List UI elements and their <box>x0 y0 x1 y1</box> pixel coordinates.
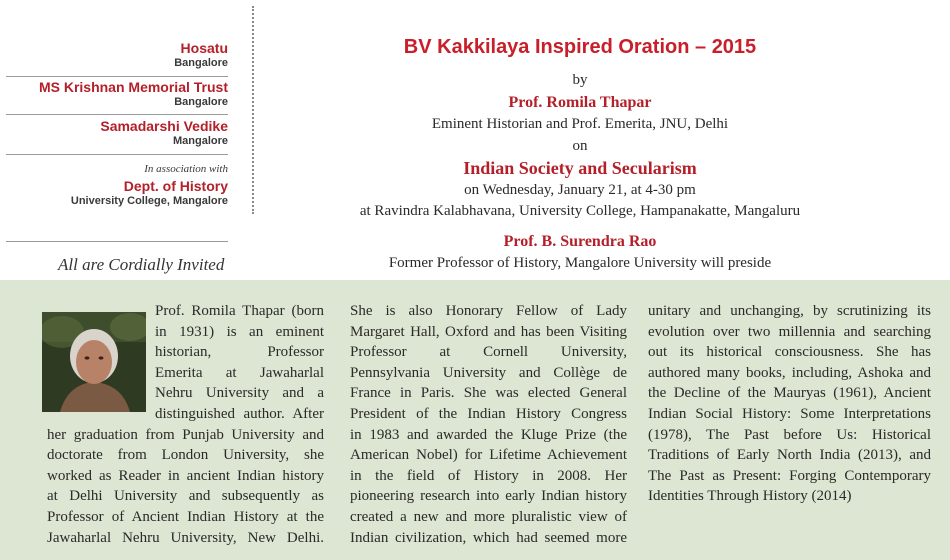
bio-line: historian, Professor <box>155 344 324 361</box>
speaker-description: Eminent Historian and Prof. Emerita, JNU, Delhi <box>431 116 729 132</box>
bio-column-1 <box>155 301 324 425</box>
bio-line: The Past as Present: Forging Contemporary <box>648 467 931 484</box>
bio-line: Pennsylvania University and Collège de <box>350 364 627 381</box>
divider <box>6 154 228 155</box>
bio-line: in 1931) is an eminent <box>155 323 324 340</box>
bio-column-1-cont <box>47 425 324 549</box>
bio-line: Professor of Ancient Indian History at the <box>47 508 324 525</box>
organizer-ms-krishnan <box>39 79 228 109</box>
bio-line: (1978), The Past before Us: Historical <box>648 426 931 443</box>
bio-line: doctorate from London University, she <box>47 447 324 464</box>
bio-line: Indian Social History: Some Interpretations <box>648 405 931 422</box>
organizer-city: Bangalore <box>174 57 228 69</box>
bio-line: distinguished author. After <box>155 405 324 422</box>
bio-line: created a new and more pluralistic view of <box>350 508 627 525</box>
organizer-samadarshi <box>100 118 228 148</box>
bio-line: Nehru University and a <box>155 385 324 402</box>
speaker-name: Prof. Romila Thapar <box>508 94 652 111</box>
divider <box>6 241 228 242</box>
bio-line: her graduation from Punjab University and <box>47 426 324 443</box>
bio-line: Indian civilization, which had seemed more <box>350 529 627 546</box>
bio-line: Margaret Hall, Oxford and has been Visiting <box>350 323 627 340</box>
organizer-hosatu <box>174 40 228 70</box>
invitation-text: All are Cordially Invited <box>58 255 225 274</box>
organizer-name: Hosatu <box>180 40 228 56</box>
association-label: In association with <box>144 163 228 175</box>
organizer-dept-history <box>71 178 228 208</box>
bio-line: American Nobel) for Lifetime Achievement <box>350 447 627 464</box>
vertical-divider <box>252 6 254 214</box>
organizer-city: Bangalore <box>174 96 228 108</box>
chair-description: Former Professor of History, Mangalore University will preside <box>388 255 772 271</box>
bio-line: She is also Honorary Fellow of Lady <box>350 303 627 319</box>
bio-line: the Decline of the Mauryas (1961), Ancient <box>648 385 931 402</box>
chair-name: Prof. B. Surendra Rao <box>503 233 657 250</box>
bio-line: Identities Through History (2014) <box>648 488 852 505</box>
organizer-name: MS Krishnan Memorial Trust <box>38 79 228 95</box>
bio-line: unitary and unchanging, by scrutinizing its <box>648 303 931 319</box>
bio-line: authored many books, including, Ashoka and <box>648 364 931 381</box>
by-label: by <box>572 72 588 88</box>
speaker-photo <box>42 312 146 412</box>
on-label: on <box>572 138 588 154</box>
organizer-city: University College, Mangalore <box>70 195 228 207</box>
bio-line: France in Paris. She was elected General <box>350 385 627 402</box>
organizer-city: Mangalore <box>172 135 228 147</box>
topic-title: Indian Society and Secularism <box>463 158 697 178</box>
organizer-name: Samadarshi Vedike <box>100 118 228 134</box>
organizer-name: Dept. of History <box>123 178 228 194</box>
bio-line: evolution over two millennia and searching <box>648 323 931 340</box>
bio-column-2 <box>350 301 627 548</box>
bio-line: Prof. Romila Thapar (born <box>155 303 324 319</box>
bio-line: Jawaharlal Nehru University, New Delhi. <box>47 529 324 546</box>
bio-line: in 1983 and awarded the Kluge Prize (the <box>350 426 627 443</box>
event-venue: at Ravindra Kalabhavana, University College, Hampanakatte, Mangaluru <box>359 203 801 219</box>
bio-line: President of the Indian History Congress <box>350 405 627 422</box>
bio-line: in the field of History in 2008. Her <box>350 467 627 484</box>
divider <box>6 114 228 115</box>
divider <box>6 76 228 77</box>
bio-line: worked as Reader in ancient Indian history <box>47 467 324 484</box>
bio-column-3 <box>648 301 931 507</box>
bio-line: out its historical consciousness. She has <box>648 344 931 361</box>
bio-line: Emerita at Jawaharlal <box>155 364 324 381</box>
event-time: on Wednesday, January 21, at 4-30 pm <box>464 182 696 198</box>
event-title: BV Kakkilaya Inspired Oration – 2015 <box>403 36 757 58</box>
bio-line: Professor at Cornell University, <box>350 344 627 361</box>
bio-line: pioneering research into early Indian history <box>350 488 627 505</box>
bio-line: at Delhi University and subsequently as <box>47 488 324 505</box>
bio-line: Traditions of Early North India (2013), and <box>648 447 931 464</box>
